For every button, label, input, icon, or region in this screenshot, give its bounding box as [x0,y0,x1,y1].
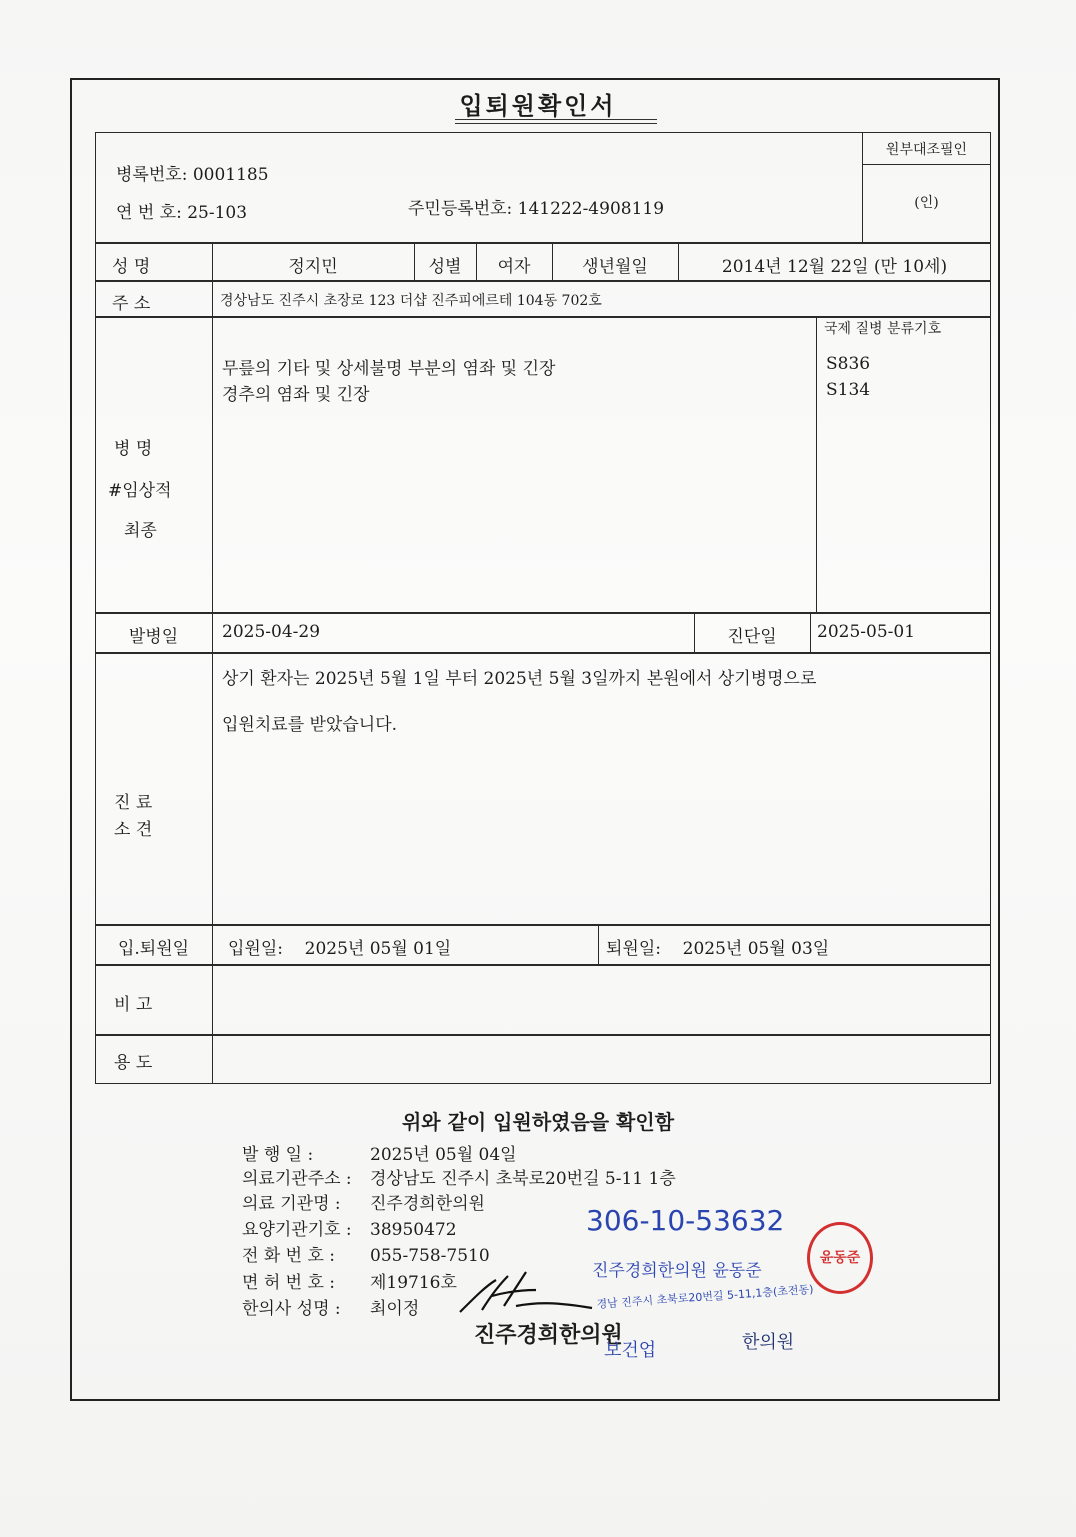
record-number [116,160,269,185]
opinion-block [95,652,991,926]
admit-label: 입원일: [228,939,283,959]
seal-text: 윤동준 [819,1250,861,1266]
address-label: 주 소 [112,294,151,314]
business-number-stamp: 306-10-53632 [586,1204,785,1237]
diagnosis-label-clinical: #임상적 [108,481,172,501]
cell-divider [212,1034,213,1084]
resident-number-label: 주민등록번호: [408,199,513,219]
cell-divider [212,280,213,318]
clinic-name-print: 진주경희한의원 [474,1322,623,1348]
confirmation-statement: 위와 같이 입원하였음을 확인함 [401,1110,675,1134]
issue-date-label: 발 행 일 : [242,1145,314,1165]
document-title: 입퇴원확인서 [459,91,617,120]
diagnosis-line-1: 무릎의 기타 및 상세불명 부분의 염좌 및 긴장 [222,359,556,379]
stamp-clinic-owner: 진주경희한의원 윤동준 [592,1261,762,1281]
stamp-business-item: 한의원 [742,1332,795,1353]
institution-code-value: 38950472 [370,1220,457,1240]
diagnosis-date-label: 진단일 [727,627,777,647]
title-underline-2 [455,123,657,124]
discharge-date [606,934,829,959]
stamp-address: 경남 진주시 초북로20번길 5-11,1층(초전동) [596,1282,814,1311]
opinion-line-2: 입원치료를 받았습니다. [222,715,398,735]
cell-divider [212,612,213,654]
verify-seal: (인) [914,195,939,211]
diagnosis-line-2: 경추의 염좌 및 긴장 [222,385,370,405]
issue-date-value: 2025년 05월 04일 [370,1145,517,1165]
record-number-label: 병록번호: [116,165,188,185]
doctor-name [242,1294,419,1319]
institution-address [242,1164,676,1189]
cell-divider [212,316,213,614]
serial-number-label: 연 번 호: [116,203,182,223]
onset-date: 2025-04-29 [222,622,321,642]
opinion-label-2: 소 견 [114,820,153,840]
purpose-row [95,1034,991,1084]
license-label: 면 허 번 호 : [242,1273,336,1293]
cell-divider [816,316,817,614]
doctor-value: 최이정 [370,1299,420,1319]
phone-value: 055-758-7510 [370,1246,490,1266]
institution-name [242,1189,485,1214]
header-box [95,132,991,244]
admit-date [228,934,451,959]
remarks-row [95,964,991,1036]
discharge-label: 퇴원일: [606,939,661,959]
header-divider [862,164,991,165]
red-seal-stamp [807,1222,873,1294]
institution-name-value: 진주경희한의원 [370,1194,485,1214]
patient-dob: 2014년 12월 22일 (만 10세) [721,257,948,277]
diagnosis-label: 병 명 [114,439,153,459]
stamp-business-type: 보건업 [604,1340,657,1361]
phone-label: 전 화 번 호 : [242,1246,336,1266]
cell-divider [810,612,811,654]
stay-label: 입.퇴원일 [117,939,190,959]
title-underline [455,119,657,120]
sex-label: 성별 [428,257,462,277]
license-number [242,1268,457,1293]
onset-label: 발병일 [128,627,179,647]
institution-address-label: 의료기관주소 : [242,1169,352,1189]
institution-address-value: 경상남도 진주시 초북로20번길 5-11 1층 [370,1169,676,1189]
verify-label: 원부대조필인 [885,142,968,158]
opinion-label: 진 료 [114,793,153,813]
serial-number-value: 25-103 [187,203,248,223]
cell-divider [598,924,599,966]
record-number-value: 0001185 [192,165,269,185]
resident-number [408,194,664,219]
purpose-label: 용 도 [114,1053,153,1073]
icd-code-2: S134 [826,380,871,400]
patient-name: 정지민 [288,257,338,277]
license-value: 제19716호 [370,1273,457,1293]
patient-address: 경상남도 진주시 초장로 123 더샵 진주피에르테 104동 702호 [220,293,602,309]
diagnosis-label-final: 최종 [124,521,157,541]
issue-date [242,1140,517,1165]
institution-name-label: 의료 기관명 : [242,1194,341,1214]
diagnosis-date: 2025-05-01 [817,622,916,642]
icd-code-header: 국제 질병 분류기호 [824,321,942,337]
signature-mark [456,1266,596,1322]
serial-number [116,198,247,223]
admit-value: 2025년 05월 01일 [304,939,452,959]
phone-number [242,1241,490,1266]
patient-sex: 여자 [497,257,531,277]
cell-divider [212,964,213,1036]
resident-number-value: 141222-4908119 [517,199,665,219]
institution-code [242,1215,457,1240]
discharge-value: 2025년 05월 03일 [682,939,830,959]
name-label: 성 명 [112,257,151,277]
doctor-label: 한의사 성명 : [242,1299,341,1319]
remarks-label: 비 고 [114,995,153,1015]
icd-code-1: S836 [826,354,871,374]
opinion-line-1: 상기 환자는 2025년 5월 1일 부터 2025년 5월 3일까지 본원에서 상기병명으로 [222,669,817,689]
institution-code-label: 요양기관기호 : [242,1220,352,1240]
cell-divider [212,924,213,966]
dob-label: 생년월일 [582,257,648,277]
cell-divider [212,652,213,926]
